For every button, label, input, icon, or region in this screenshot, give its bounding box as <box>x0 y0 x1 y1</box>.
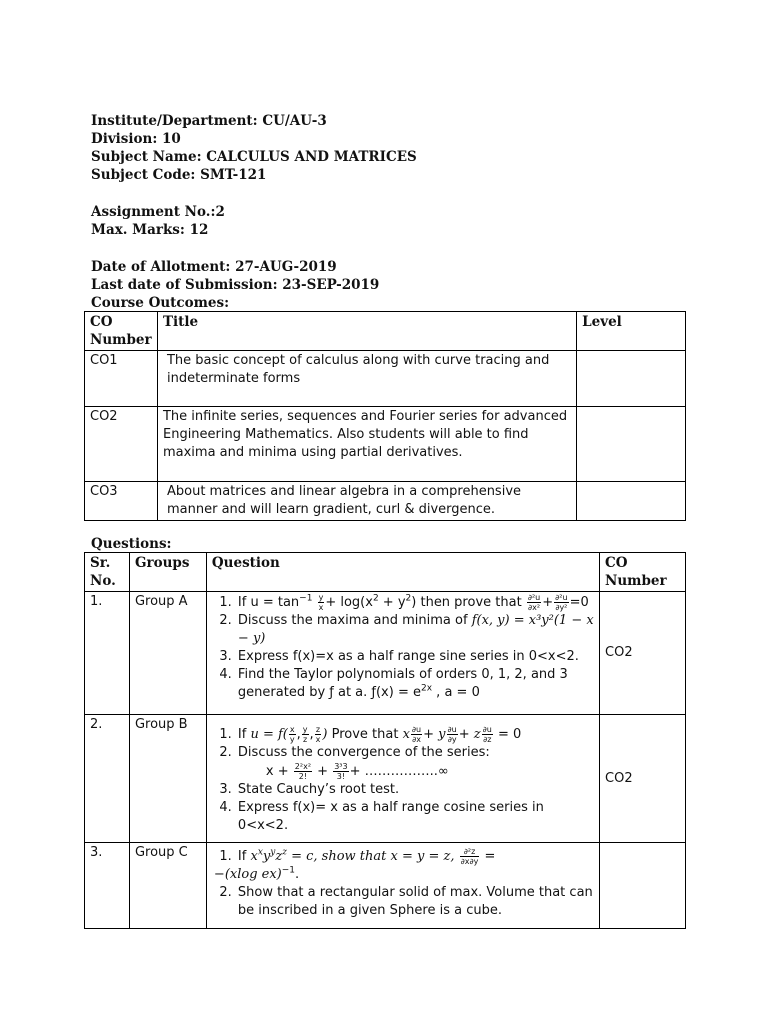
co-level <box>577 407 686 482</box>
title-header: Title <box>157 312 576 351</box>
question-item: 3. State Cauchy’s root test. <box>236 781 594 799</box>
sr-no: 1. <box>85 592 130 715</box>
question-item: 1. If $u = \tan^{-1}$ $\frac{y}{x}$ + $\log(x^2 + y^2)$ then prove that $\frac{\text{∂²u}}{\text{∂x²}}$ + $\frac{\text{∂²u}}{\text{∂y²}}$ =0 <box>236 593 594 612</box>
co-number: CO2 <box>600 592 686 715</box>
max-marks-line: Max. Marks: 12 <box>91 222 209 238</box>
question-item: 2. Show that a rectangular solid of max. Volume that can be inscribed in a given Sphere is a cube. <box>236 884 594 920</box>
co-row <box>85 407 686 482</box>
question-item: 2. Discuss the convergence of the series: x + $\frac{\text{2²x²}}{2!}$ + $\frac{\text{3³3}}{3!}$ + ……………..∞ <box>236 744 594 781</box>
course-outcomes-table <box>84 311 686 521</box>
group-name: Group A <box>129 592 206 715</box>
q-header-row <box>85 553 686 592</box>
co-number: CO3 <box>85 482 158 521</box>
co-level <box>577 482 686 521</box>
submission-date-line: Last date of Submission: 23-SEP-2019 <box>91 277 380 293</box>
co-number-header: CO Number <box>85 312 158 351</box>
co-number: CO1 <box>85 351 158 407</box>
question-list <box>212 593 594 702</box>
co-number: CO2 <box>85 407 158 482</box>
co-header-row <box>85 312 686 351</box>
question-row <box>85 592 686 715</box>
subject-name-line: Subject Name: CALCULUS AND MATRICES <box>91 149 417 165</box>
question-item: 4. Express f(x)= x as a half range cosine series in 0<x<2. <box>236 799 594 835</box>
groups-header: Groups <box>129 553 206 592</box>
course-outcomes-label: Course Outcomes: <box>91 295 230 311</box>
questions-label: Questions: <box>91 536 172 552</box>
institute-line: Institute/Department: CU/AU-3 <box>91 113 327 129</box>
question-item: 2. Discuss the maxima and minima of f(x, y) = x³y²(1 − x − y) <box>236 612 594 648</box>
question-row <box>85 715 686 843</box>
group-name: Group C <box>129 843 206 929</box>
sr-no-header: Sr. No. <box>85 553 130 592</box>
group-name: Group B <box>129 715 206 843</box>
question-header: Question <box>206 553 599 592</box>
co-row <box>85 482 686 521</box>
assignment-no-line: Assignment No.:2 <box>91 204 225 220</box>
subject-code-line: Subject Code: SMT-121 <box>91 167 267 183</box>
division-line: Division: 10 <box>91 131 181 147</box>
level-header: Level <box>577 312 686 351</box>
sr-no: 3. <box>85 843 130 929</box>
co-title: About matrices and linear algebra in a comprehensive manner and will learn gradient, curl & divergence. <box>157 482 576 521</box>
question-cell <box>206 715 599 843</box>
co-row <box>85 351 686 407</box>
co-number-header: CO Number <box>600 553 686 592</box>
allotment-date-line: Date of Allotment: 27-AUG-2019 <box>91 259 337 275</box>
co-level <box>577 351 686 407</box>
question-list <box>212 725 594 835</box>
sr-no: 2. <box>85 715 130 843</box>
question-row <box>85 843 686 929</box>
question-cell <box>206 843 599 929</box>
co-title: The basic concept of calculus along with curve tracing and indeterminate forms <box>157 351 576 407</box>
co-number: CO2 <box>600 715 686 843</box>
question-cell <box>206 592 599 715</box>
question-list <box>212 847 594 920</box>
co-number <box>600 843 686 929</box>
questions-table <box>84 552 686 929</box>
co-title: The infinite series, sequences and Fourier series for advanced Engineering Mathematics. Also students will able to find maxima and minima using partial derivatives. <box>157 407 576 482</box>
question-item: 3. Express f(x)=x as a half range sine series in 0<x<2. <box>236 648 594 666</box>
question-item: 1. If u = f( $\frac{x}{y}$ , $\frac{y}{z}$ , $\frac{z}{x}$ ) Prove that x $\frac{\partial u}{\partial x}$ + y $\frac{\partial u}{\partial y}$ + z $\frac{\partial u}{\partial z}$ = 0 <box>236 725 594 744</box>
question-item: 4. Find the Taylor polynomials of orders 0, 1, 2, and 3 generated by ƒ at a. ƒ(x) = $e^{2x}$ , a = 0 <box>236 666 594 702</box>
question-item: 1. If $x^xy^yz^z = c$, show that x = y = z, $\frac{\text{∂²z}}{\partial x\partial y}$ = −(xlog ex)$^{-1}$. <box>236 847 594 884</box>
